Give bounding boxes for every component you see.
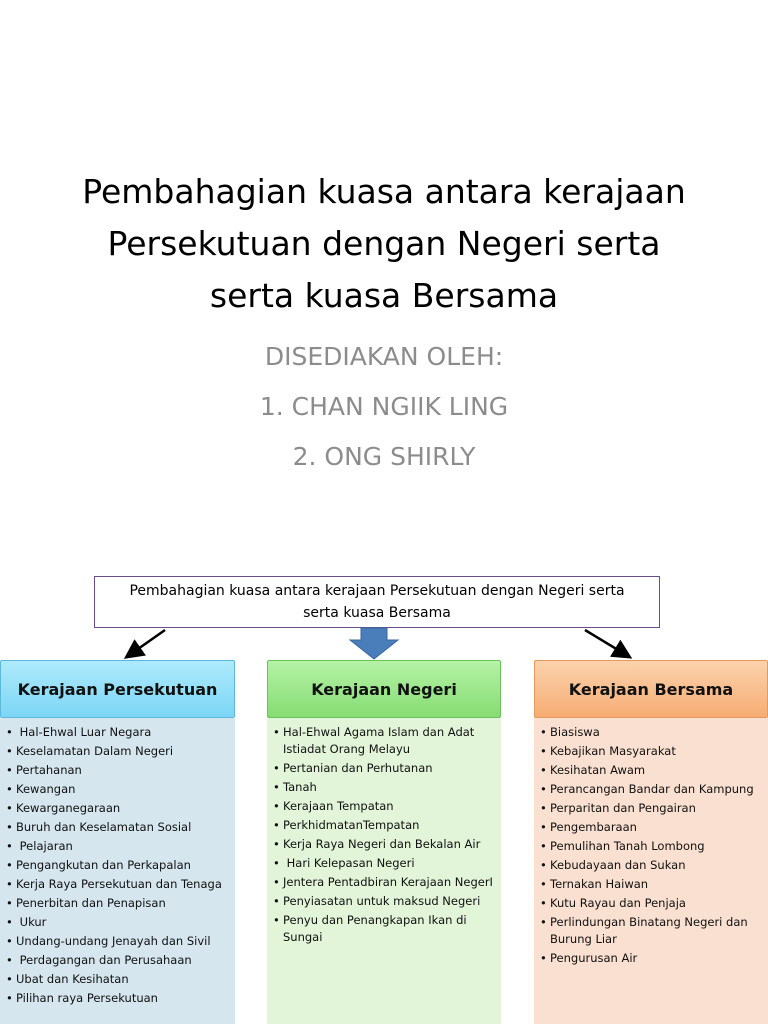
list-item: • Buruh dan Keselamatan Sosial	[6, 819, 229, 836]
list-item: • Kerja Raya Persekutuan dan Tenaga	[6, 876, 229, 893]
column-list-negeri	[267, 718, 501, 1024]
list-item: • Perancangan Bandar dan Kampung	[540, 781, 762, 798]
list-item: • Kebudayaan dan Sukan	[540, 857, 762, 874]
list-item: • Ternakan Haiwan	[540, 876, 762, 893]
root-box-line: serta kuasa Bersama	[303, 605, 451, 621]
list-item: • Ukur	[6, 914, 229, 931]
list-item: • Jentera Pentadbiran Kerajaan NegerI	[273, 874, 495, 891]
list-item: • Undang-undang Jenayah dan Sivil	[6, 933, 229, 950]
list-item: • Kebajikan Masyarakat	[540, 743, 762, 760]
column-list-persekutuan	[0, 718, 235, 1024]
arrow-right	[585, 630, 628, 656]
diagram-arrows	[0, 620, 768, 662]
list-item: • PerkhidmatanTempatan	[273, 817, 495, 834]
title-line: serta kuasa Bersama	[209, 276, 559, 315]
slide-subtitle	[20, 332, 748, 482]
list-item: • Kewangan	[6, 781, 229, 798]
arrow-center-block-icon	[350, 628, 398, 659]
list-item: • Pengangkutan dan Perkapalan	[6, 857, 229, 874]
subtitle-line: 1. CHAN NGIIK LING	[259, 392, 509, 421]
list-item: • Kutu Rayau dan Penjaja	[540, 895, 762, 912]
list-item: • Tanah	[273, 779, 495, 796]
list-item: • Ubat dan Kesihatan	[6, 971, 229, 988]
list-item: • Pengurusan Air	[540, 950, 762, 967]
list-item: • Keselamatan Dalam Negeri	[6, 743, 229, 760]
column-list-bersama	[534, 718, 768, 1024]
list-item: • Kerja Raya Negeri dan Bekalan Air	[273, 836, 495, 853]
root-box-line: Pembahagian kuasa antara kerajaan Persekutuan dengan Negeri serta	[129, 583, 625, 599]
list-item: • Kerajaan Tempatan	[273, 798, 495, 815]
list-item: • Penyu dan Penangkapan Ikan di Sungai	[273, 912, 495, 946]
subtitle-line: DISEDIAKAN OLEH:	[264, 342, 504, 371]
list-item: • Pelajaran	[6, 838, 229, 855]
list-item: • Hal-Ehwal Agama Islam dan Adat Istiadat Orang Melayu	[273, 724, 495, 758]
list-item: • Pilihan raya Persekutuan	[6, 990, 229, 1007]
list-item: • Penyiasatan untuk maksud Negeri	[273, 893, 495, 910]
list-item: • Perlindungan Binatang Negeri dan Burung Liar	[540, 914, 762, 948]
title-line: Pembahagian kuasa antara kerajaan	[82, 172, 686, 211]
subtitle-line: 2. ONG SHIRLY	[292, 442, 476, 471]
arrow-left	[128, 630, 165, 656]
list-item: • Pemulihan Tanah Lombong	[540, 838, 762, 855]
list-item: • Perparitan dan Pengairan	[540, 800, 762, 817]
column-heading-persekutuan: Kerajaan Persekutuan	[0, 660, 235, 718]
list-item: • Perdagangan dan Perusahaan	[6, 952, 229, 969]
list-item: • Hal-Ehwal Luar Negara	[6, 724, 229, 741]
list-item: • Hari Kelepasan Negeri	[273, 855, 495, 872]
title-line: Persekutuan dengan Negeri serta	[107, 224, 661, 263]
slide-title	[20, 166, 748, 322]
list-item: • Kesihatan Awam	[540, 762, 762, 779]
list-item: • Pertanian dan Perhutanan	[273, 760, 495, 777]
column-heading-negeri: Kerajaan Negeri	[267, 660, 501, 718]
list-item: • Penerbitan dan Penapisan	[6, 895, 229, 912]
list-item: • Kewarganegaraan	[6, 800, 229, 817]
list-item: • Biasiswa	[540, 724, 762, 741]
column-heading-bersama: Kerajaan Bersama	[534, 660, 768, 718]
list-item: • Pengembaraan	[540, 819, 762, 836]
list-item: • Pertahanan	[6, 762, 229, 779]
